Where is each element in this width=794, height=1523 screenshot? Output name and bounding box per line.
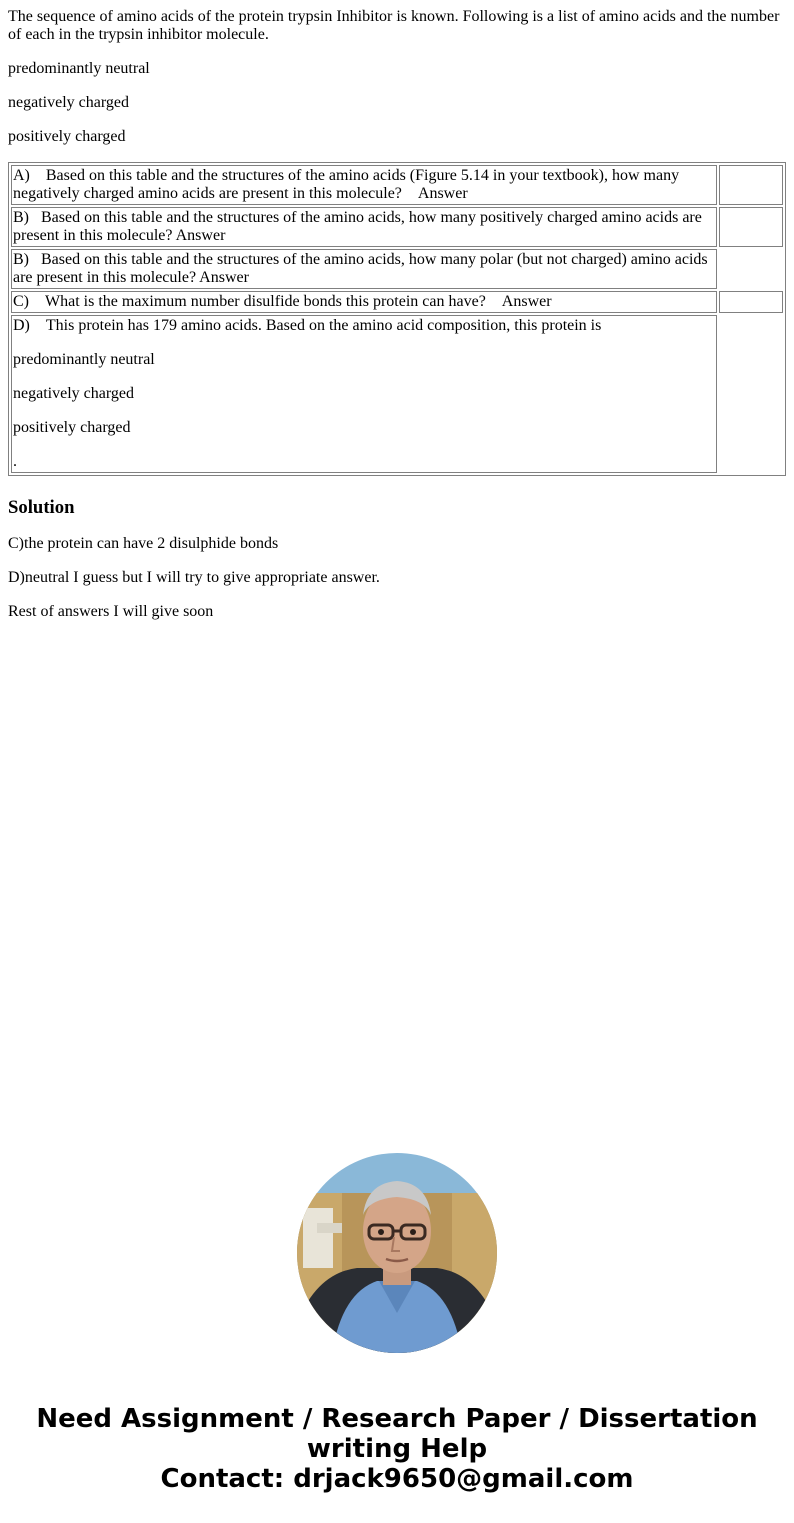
question-d-option-neutral: predominantly neutral	[13, 351, 155, 368]
question-row-a	[11, 165, 783, 205]
answer-box-b-positive[interactable]	[719, 207, 783, 247]
promo-line-2: writing Help	[306, 1434, 488, 1464]
intro-option-neutral: predominantly neutral	[8, 60, 150, 77]
solution-line-rest: Rest of answers I will give soon	[8, 603, 214, 620]
promo-contact: Contact: drjack9650@gmail.com	[160, 1464, 634, 1494]
question-b-positive: B) Based on this table and the structures of the amino acids, how many positively charged amino acids are present in this molecule? Answer	[11, 207, 717, 247]
answer-box-c[interactable]	[719, 291, 783, 313]
question-d-option-positive: positively charged	[13, 419, 131, 436]
intro-sentence: The sequence of amino acids of the protein trypsin Inhibitor is known. Following is a list of amino acids and the number of each in the trypsin inhibitor molecule.	[8, 8, 780, 43]
question-d-option-negative: negatively charged	[13, 385, 134, 402]
question-b-polar: B) Based on this table and the structures of the amino acids, how many polar (but not charged) amino acids are present in this molecule? Answer	[11, 249, 717, 289]
answer-box-a[interactable]	[719, 165, 783, 205]
question-d-prompt: D) This protein has 179 amino acids. Based on the amino acid composition, this protein is	[13, 317, 602, 334]
question-row-d	[11, 315, 783, 473]
answer-area-d	[719, 315, 783, 473]
question-d	[11, 315, 717, 473]
question-a: A) Based on this table and the structures of the amino acids (Figure 5.14 in your textbook), how many negatively charged amino acids are present in this molecule? Answer	[11, 165, 717, 205]
question-c: C) What is the maximum number disulfide bonds this protein can have? Answer	[11, 291, 717, 313]
question-d-end: .	[13, 453, 17, 470]
answer-area-b-polar	[719, 249, 783, 289]
solution-line-c: C)the protein can have 2 disulphide bonds	[8, 535, 279, 552]
document-body	[0, 0, 794, 621]
solution-heading: Solution	[8, 497, 75, 518]
person-portrait-icon	[297, 1153, 497, 1353]
question-row-b1	[11, 207, 783, 247]
promo-line-1: Need Assignment / Research Paper / Dissertation	[36, 1404, 758, 1434]
question-row-b2	[11, 249, 783, 289]
intro-option-positive: positively charged	[8, 128, 126, 145]
promo-banner	[0, 1404, 794, 1494]
questions-table	[8, 162, 786, 476]
solution-line-d: D)neutral I guess but I will try to give appropriate answer.	[8, 569, 380, 586]
question-row-c	[11, 291, 783, 313]
intro-option-negative: negatively charged	[8, 94, 129, 111]
